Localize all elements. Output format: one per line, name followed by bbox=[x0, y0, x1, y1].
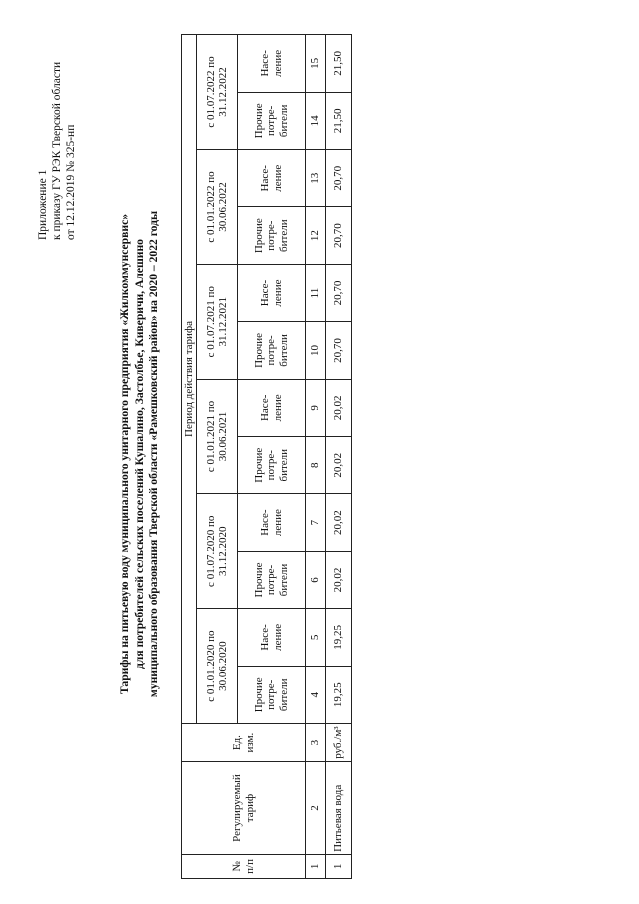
column-index: 7 bbox=[306, 494, 326, 551]
row-tariff-name: Питьевая вода bbox=[326, 762, 352, 855]
column-index: 8 bbox=[306, 437, 326, 494]
column-index: 10 bbox=[306, 322, 326, 379]
table-row bbox=[326, 35, 352, 879]
tariff-value: 20,70 bbox=[326, 207, 352, 264]
title-line: для потребителей сельских поселений Кушалино, Застолбье, Киверичи, Алешино bbox=[132, 239, 146, 669]
header-other-consumers: Прочие потре-бители bbox=[238, 92, 306, 149]
header-population: Насе-ление bbox=[238, 150, 306, 207]
appendix-line: от 12.12.2019 № 325-нп bbox=[65, 124, 77, 240]
header-other-consumers: Прочие потре-бители bbox=[238, 666, 306, 723]
header-population: Насе-ление bbox=[238, 494, 306, 551]
period-header: с 01.01.2021 по 30.06.2021 bbox=[197, 379, 238, 494]
header-other-consumers: Прочие потре-бители bbox=[238, 551, 306, 608]
tariff-value: 20,70 bbox=[326, 264, 352, 321]
tariff-value: 20,70 bbox=[326, 150, 352, 207]
tariff-value: 19,25 bbox=[326, 609, 352, 666]
header-period: Период действия тарифа bbox=[182, 35, 197, 724]
appendix-note bbox=[36, 16, 78, 240]
document-title bbox=[118, 44, 162, 864]
column-index: 13 bbox=[306, 150, 326, 207]
tariff-value: 20,02 bbox=[326, 437, 352, 494]
column-index: 3 bbox=[306, 723, 326, 761]
tariff-value: 20,02 bbox=[326, 494, 352, 551]
tariff-value: 21,50 bbox=[326, 35, 352, 93]
header-population: Насе-ление bbox=[238, 379, 306, 436]
tariff-value: 21,50 bbox=[326, 92, 352, 149]
column-index: 4 bbox=[306, 666, 326, 723]
title-line: муниципального образования Тверской области «Рамешковский район» на 2020 – 2022 годы bbox=[147, 210, 160, 698]
header-other-consumers: Прочие потре-бители bbox=[238, 437, 306, 494]
tariff-value: 19,25 bbox=[326, 666, 352, 723]
header-tariff: Регулируемый тариф bbox=[182, 762, 306, 855]
appendix-line: к приказу ГУ РЭК Тверской области bbox=[51, 61, 63, 240]
row-unit: руб./м³ bbox=[326, 723, 352, 761]
header-population: Насе-ление bbox=[238, 35, 306, 93]
period-header: с 01.07.2021 по 31.12.2021 bbox=[197, 264, 238, 379]
header-other-consumers: Прочие потре-бители bbox=[238, 207, 306, 264]
header-population: Насе-ление bbox=[238, 264, 306, 321]
column-index: 9 bbox=[306, 379, 326, 436]
header-number: № п/п bbox=[182, 854, 306, 878]
column-index: 5 bbox=[306, 609, 326, 666]
period-header: с 01.07.2022 по 31.12.2022 bbox=[197, 35, 238, 150]
header-unit: Ед. изм. bbox=[182, 723, 306, 761]
column-index: 11 bbox=[306, 264, 326, 321]
column-index: 1 bbox=[306, 854, 326, 878]
header-population: Насе-ление bbox=[238, 609, 306, 666]
tariff-value: 20,02 bbox=[326, 551, 352, 608]
period-header: с 01.07.2020 по 31.12.2020 bbox=[197, 494, 238, 609]
column-index: 12 bbox=[306, 207, 326, 264]
header-other-consumers: Прочие потре-бители bbox=[238, 322, 306, 379]
period-header: с 01.01.2022 по 30.06.2022 bbox=[197, 150, 238, 265]
column-index: 2 bbox=[306, 762, 326, 855]
appendix-line: Приложение 1 bbox=[37, 169, 49, 240]
tariff-table bbox=[181, 34, 352, 879]
column-index: 15 bbox=[306, 35, 326, 93]
period-header: с 01.01.2020 по 30.06.2020 bbox=[197, 609, 238, 724]
title-line: Тарифы на питьевую воду муниципального унитарного предприятия «Жилкоммунсервис» bbox=[118, 213, 131, 695]
column-index: 6 bbox=[306, 551, 326, 608]
column-index: 14 bbox=[306, 92, 326, 149]
tariff-value: 20,70 bbox=[326, 322, 352, 379]
row-number: 1 bbox=[326, 854, 352, 878]
tariff-value: 20,02 bbox=[326, 379, 352, 436]
